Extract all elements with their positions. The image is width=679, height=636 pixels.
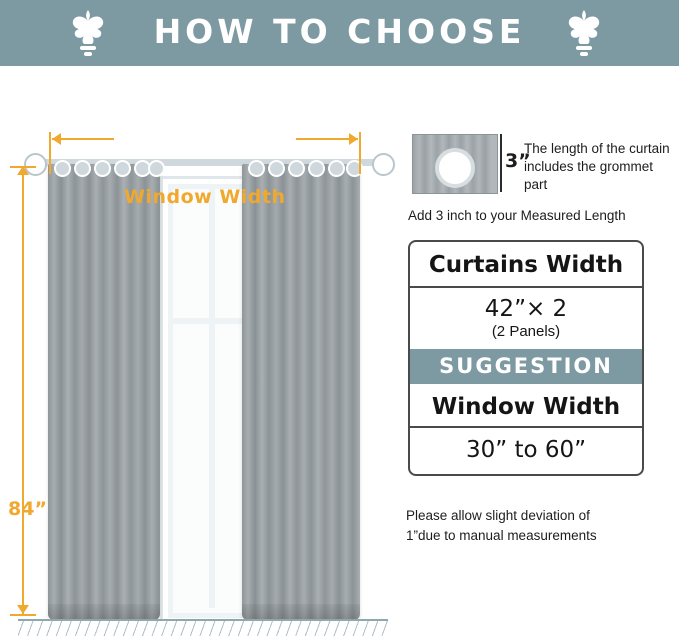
grommet-icon — [328, 160, 345, 177]
curtain-hem-left — [48, 604, 160, 620]
curtain-hem-right — [242, 604, 360, 620]
deviation-note-line1: Please allow slight deviation of — [406, 508, 590, 523]
height-tick-bottom — [10, 614, 36, 616]
deviation-note — [406, 506, 656, 547]
add-length-note: Add 3 inch to your Measured Length — [408, 208, 626, 223]
grommet-icon — [248, 160, 265, 177]
width-arrow-line-left — [52, 138, 114, 140]
curtain-illustration — [0, 66, 400, 636]
width-guide-left — [49, 132, 51, 174]
grommet-icon — [288, 160, 305, 177]
window-width-range: 30” to 60” — [465, 437, 587, 463]
rod-finial-right-icon — [372, 153, 395, 176]
grommet-icon — [74, 160, 91, 177]
width-arrowhead-left — [52, 133, 61, 145]
window-width-annotation: Window Width — [124, 186, 286, 208]
width-arrowhead-right — [349, 133, 358, 145]
suggestion-band: SUGGESTION — [410, 349, 642, 384]
curtains-width-label: Curtains Width — [428, 252, 624, 278]
grommet-icon — [94, 160, 111, 177]
grommet-icon — [268, 160, 285, 177]
fleur-de-lis-icon — [556, 8, 612, 58]
grommet-detail-swatch — [412, 134, 498, 194]
page-title: HOW TO CHOOSE — [153, 12, 526, 51]
grommet-icon — [114, 160, 131, 177]
height-guide-line — [22, 166, 24, 616]
curtain-height-annotation: 84” — [8, 498, 47, 520]
grommet-dimension-value: 3” — [505, 150, 531, 172]
grommet-icon — [54, 160, 71, 177]
grommet-row-right — [246, 160, 356, 174]
window-mullion-vertical — [209, 184, 215, 608]
floor-hatching — [18, 621, 388, 636]
grommet-icon — [308, 160, 325, 177]
grommet-row-left — [52, 160, 156, 174]
height-arrowhead-top — [17, 166, 29, 175]
panels-note: (2 Panels) — [491, 323, 561, 340]
grommet-note: The length of the curtain includes the grommet part — [524, 141, 670, 192]
grommet-icon — [148, 160, 165, 177]
curtain-panel-left — [48, 164, 160, 620]
curtains-width-value: 42”× 2 — [484, 296, 568, 322]
header-banner — [0, 0, 679, 66]
grommet-dimension-line — [500, 134, 502, 192]
height-arrowhead-bottom — [17, 605, 29, 614]
right-info-column — [404, 66, 668, 636]
grommet-hole-icon — [435, 148, 475, 188]
suggestion-card — [408, 240, 644, 476]
curtain-panel-right — [242, 164, 360, 620]
deviation-note-line2: 1”due to manual measurements — [406, 528, 597, 544]
width-guide-right — [359, 132, 361, 174]
window-width-label: Window Width — [431, 394, 621, 420]
